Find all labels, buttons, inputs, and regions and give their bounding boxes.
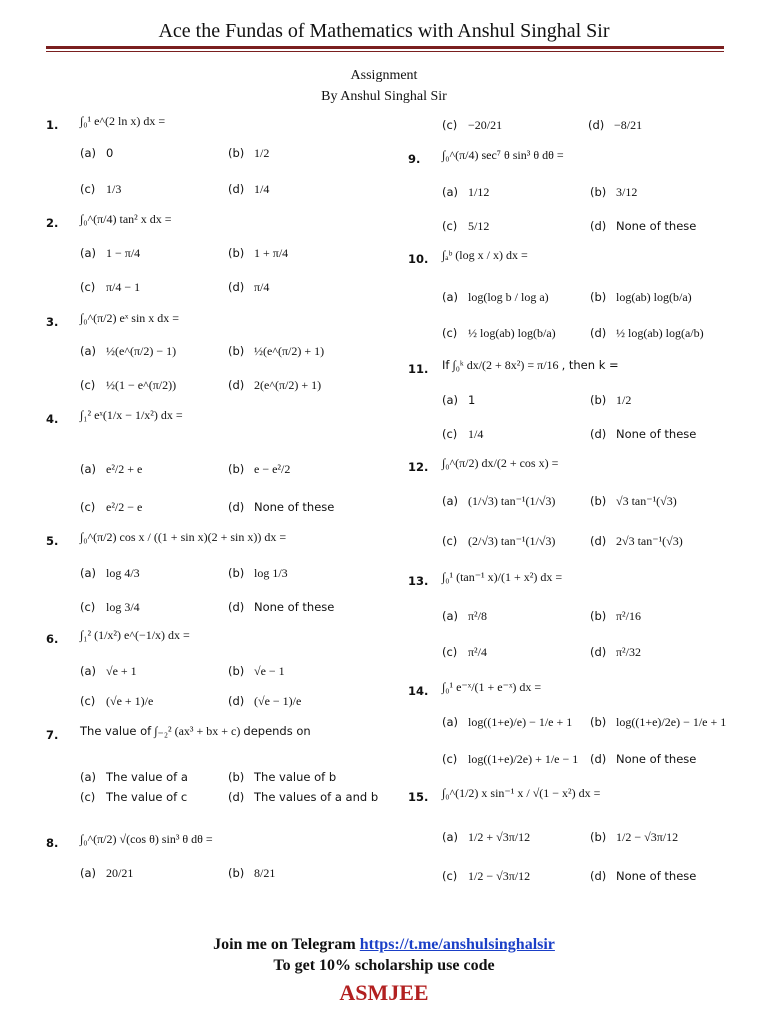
option-value: π/4 xyxy=(254,280,270,294)
q5-option-d[interactable] xyxy=(228,600,334,614)
q10-option-d[interactable] xyxy=(590,326,704,341)
stem-prefix: If xyxy=(442,358,450,372)
option-label: (c) xyxy=(80,790,96,804)
question-number: 9. xyxy=(408,152,421,166)
q2-option-a[interactable] xyxy=(80,246,140,261)
option-value: π²/8 xyxy=(468,609,487,623)
header-rule xyxy=(46,46,724,49)
question-stem xyxy=(80,832,213,847)
q4-option-b[interactable] xyxy=(228,462,290,477)
question-number: 12. xyxy=(408,460,429,474)
question-stem xyxy=(442,570,562,585)
option-value: 1/2 xyxy=(254,146,270,160)
option-label: (c) xyxy=(80,500,96,514)
q14-option-c[interactable] xyxy=(442,752,578,767)
option-label: (b) xyxy=(228,566,245,580)
option-value: log 3/4 xyxy=(106,600,140,614)
question-stem xyxy=(442,456,558,471)
q4-option-d[interactable] xyxy=(228,500,334,514)
option-label: (b) xyxy=(590,830,607,844)
q3-option-a[interactable] xyxy=(80,344,176,359)
option-value: log((1+e)/2e) − 1/e + 1 xyxy=(616,715,727,729)
q11-option-c[interactable] xyxy=(442,427,483,442)
stem-math: ∫₋₂² (ax³ + bx + c) xyxy=(154,724,241,738)
q6-option-c[interactable] xyxy=(80,694,153,709)
question-number: 15. xyxy=(408,790,429,804)
q2-option-b[interactable] xyxy=(228,246,288,261)
stem-math: ∫₁² eˣ(1/x − 1/x²) dx = xyxy=(80,408,183,422)
option-label: (b) xyxy=(590,715,607,729)
option-value: (√e + 1)/e xyxy=(106,694,154,708)
option-label: (c) xyxy=(442,427,458,441)
option-value: log 1/3 xyxy=(254,566,288,580)
question-number: 1. xyxy=(46,118,59,132)
stem-math: ∫₀^(1/2) x sin⁻¹ x / √(1 − x²) dx = xyxy=(442,786,601,800)
option-label: (d) xyxy=(228,600,245,614)
question-stem xyxy=(80,114,165,129)
option-value: −8/21 xyxy=(614,118,643,132)
stem-math: ∫₀^(π/2) cos x / ((1 + sin x)(2 + sin x)) dx = xyxy=(80,530,287,544)
option-label: (a) xyxy=(442,830,459,844)
stem-math: ∫₀^(π/4) tan² x dx = xyxy=(80,212,172,226)
q1-option-b[interactable] xyxy=(228,146,269,161)
option-label: (b) xyxy=(228,664,245,678)
q11-option-d[interactable] xyxy=(590,427,696,441)
option-label: (b) xyxy=(228,462,245,476)
option-label: (c) xyxy=(80,182,96,196)
option-label: (c) xyxy=(442,534,458,548)
option-value: None of these xyxy=(616,219,697,233)
q6-option-d[interactable] xyxy=(228,694,301,709)
stem-math: ∫₀^(π/2) eˣ sin x dx = xyxy=(80,311,180,325)
option-value: 1 − π/4 xyxy=(106,246,141,260)
option-label: (b) xyxy=(590,393,607,407)
question-stem xyxy=(442,680,541,695)
option-value: e²/2 − e xyxy=(106,500,143,514)
option-label: (c) xyxy=(442,645,458,659)
scholarship-text: To get 10% scholarship use code xyxy=(273,957,495,974)
q14-option-d[interactable] xyxy=(590,752,696,766)
option-value: 1 xyxy=(468,393,476,407)
option-label: (b) xyxy=(590,185,607,199)
option-label: (c) xyxy=(80,280,96,294)
option-value: √e + 1 xyxy=(106,664,137,678)
option-label: (a) xyxy=(442,715,459,729)
stem-math: ∫₀¹ e⁻ˣ/(1 + e⁻ˣ) dx = xyxy=(442,680,542,694)
option-label: (d) xyxy=(590,427,607,441)
option-value: 1/12 xyxy=(468,185,490,199)
q3-option-d[interactable] xyxy=(228,378,321,393)
stem-math: ∫₀¹ e^(2 ln x) dx = xyxy=(80,114,166,128)
option-value: log 4/3 xyxy=(106,566,140,580)
option-label: (c) xyxy=(442,752,458,766)
question-number: 7. xyxy=(46,728,59,742)
q8-option-a[interactable] xyxy=(80,866,133,881)
option-value: (1/√3) tan⁻¹(1/√3) xyxy=(468,494,556,508)
option-label: (a) xyxy=(80,246,97,260)
stem-suffix: , then k = xyxy=(561,358,619,372)
question-number: 11. xyxy=(408,362,429,376)
option-value: 1/4 xyxy=(254,182,270,196)
option-value: −20/21 xyxy=(468,118,503,132)
q15-option-c[interactable] xyxy=(442,869,530,884)
option-value: (2/√3) tan⁻¹(1/√3) xyxy=(468,534,556,548)
option-value: 1/2 + √3π/12 xyxy=(468,830,531,844)
q1-option-d[interactable] xyxy=(228,182,269,197)
option-value: π²/16 xyxy=(616,609,641,623)
stem-math: ∫₀¹ (tan⁻¹ x)/(1 + x²) dx = xyxy=(442,570,563,584)
option-label: (c) xyxy=(442,869,458,883)
option-label: (d) xyxy=(228,790,245,804)
q15-option-b[interactable] xyxy=(590,830,678,845)
option-label: (b) xyxy=(228,344,245,358)
option-label: (d) xyxy=(590,645,607,659)
question-stem xyxy=(80,724,311,739)
option-value: e − e²/2 xyxy=(254,462,291,476)
option-label: (b) xyxy=(228,770,245,784)
option-value: ½ log(ab) log(b/a) xyxy=(468,326,556,340)
q8-option-b[interactable] xyxy=(228,866,275,881)
option-label: (a) xyxy=(442,393,459,407)
option-value: 2(e^(π/2) + 1) xyxy=(254,378,322,392)
option-value: None of these xyxy=(254,600,335,614)
option-label: (b) xyxy=(590,290,607,304)
q11-option-a[interactable] xyxy=(442,393,475,407)
header-rule-thin xyxy=(46,51,724,52)
option-label: (d) xyxy=(590,326,607,340)
question-number: 13. xyxy=(408,574,429,588)
option-value: √3 tan⁻¹(√3) xyxy=(616,494,677,508)
option-label: (b) xyxy=(228,246,245,260)
q14-option-b[interactable] xyxy=(590,715,726,730)
q8-option-d[interactable] xyxy=(588,118,642,133)
option-label: (a) xyxy=(80,566,97,580)
option-label: (b) xyxy=(228,866,245,880)
option-label: (c) xyxy=(442,219,458,233)
q3-option-c[interactable] xyxy=(80,378,176,393)
q12-option-d[interactable] xyxy=(590,534,683,549)
option-value: 20/21 xyxy=(106,866,134,880)
option-value: 0 xyxy=(106,146,114,160)
q6-option-a[interactable] xyxy=(80,664,137,679)
option-value: 3/12 xyxy=(616,185,638,199)
option-value: None of these xyxy=(616,869,697,883)
telegram-label: Join me on Telegram xyxy=(213,936,356,953)
q9-option-b[interactable] xyxy=(590,185,637,200)
option-label: (a) xyxy=(442,290,459,304)
option-value: 5/12 xyxy=(468,219,490,233)
option-label: (a) xyxy=(442,494,459,508)
q12-option-a[interactable] xyxy=(442,494,555,509)
stem-math: ∫₀ᵏ dx/(2 + 8x²) = π/16 xyxy=(452,358,559,372)
option-label: (d) xyxy=(590,219,607,233)
telegram-line xyxy=(0,936,768,954)
q1-option-a[interactable] xyxy=(80,146,113,160)
option-value: None of these xyxy=(616,752,697,766)
option-value: ½(1 − e^(π/2)) xyxy=(106,378,177,392)
q15-option-d[interactable] xyxy=(590,869,696,883)
q3-option-b[interactable] xyxy=(228,344,324,359)
option-value: 8/21 xyxy=(254,866,276,880)
stem-prefix: The value of xyxy=(80,724,152,738)
q13-option-c[interactable] xyxy=(442,645,487,660)
question-stem xyxy=(442,786,600,801)
option-value: None of these xyxy=(616,427,697,441)
telegram-link[interactable]: https://t.me/anshulsinghalsir xyxy=(359,936,555,953)
option-label: (d) xyxy=(228,378,245,392)
option-value: π²/4 xyxy=(468,645,487,659)
option-value: The value of c xyxy=(106,790,188,804)
option-value: log(log b / log a) xyxy=(468,290,549,304)
stem-math: ∫ₐᵇ (log x / x) dx = xyxy=(442,248,528,262)
q9-option-c[interactable] xyxy=(442,219,489,234)
assignment-byline: By Anshul Singhal Sir xyxy=(321,89,447,104)
q10-option-a[interactable] xyxy=(442,290,549,305)
option-label: (d) xyxy=(588,118,605,132)
question-number: 6. xyxy=(46,632,59,646)
option-value: ½(e^(π/2) − 1) xyxy=(106,344,177,358)
q14-option-a[interactable] xyxy=(442,715,572,730)
option-value: 1/2 − √3π/12 xyxy=(616,830,679,844)
q13-option-d[interactable] xyxy=(590,645,641,660)
option-label: (d) xyxy=(590,534,607,548)
option-value: e²/2 + e xyxy=(106,462,143,476)
q9-option-d[interactable] xyxy=(590,219,696,233)
q5-option-b[interactable] xyxy=(228,566,288,581)
option-label: (a) xyxy=(80,146,97,160)
q5-option-c[interactable] xyxy=(80,600,140,615)
option-label: (d) xyxy=(590,752,607,766)
q2-option-c[interactable] xyxy=(80,280,140,295)
question-stem xyxy=(80,408,183,423)
stem-math: ∫₀^(π/2) dx/(2 + cos x) = xyxy=(442,456,559,470)
option-label: (a) xyxy=(80,462,97,476)
option-value: ½(e^(π/2) + 1) xyxy=(254,344,325,358)
option-value: ½ log(ab) log(a/b) xyxy=(616,326,704,340)
q13-option-b[interactable] xyxy=(590,609,641,624)
option-label: (b) xyxy=(590,494,607,508)
option-label: (a) xyxy=(80,770,97,784)
q7-option-c[interactable] xyxy=(80,790,187,804)
option-label: (d) xyxy=(590,869,607,883)
q11-option-b[interactable] xyxy=(590,393,631,408)
q9-option-a[interactable] xyxy=(442,185,489,200)
option-label: (c) xyxy=(80,694,96,708)
question-stem xyxy=(80,530,286,545)
q7-option-b[interactable] xyxy=(228,770,336,784)
promo-code: ASMJEE xyxy=(339,980,429,1005)
option-label: (c) xyxy=(80,378,96,392)
q4-option-a[interactable] xyxy=(80,462,142,477)
question-number: 5. xyxy=(46,534,59,548)
q10-option-c[interactable] xyxy=(442,326,556,341)
option-label: (b) xyxy=(590,609,607,623)
option-value: (√e − 1)/e xyxy=(254,694,302,708)
question-stem xyxy=(80,628,190,643)
option-value: The value of b xyxy=(254,770,337,784)
q8-option-c[interactable] xyxy=(442,118,502,133)
question-stem xyxy=(442,148,564,163)
option-value: log((1+e)/2e) + 1/e − 1 xyxy=(468,752,579,766)
q2-option-d[interactable] xyxy=(228,280,269,295)
stem-suffix: depends on xyxy=(243,724,311,738)
stem-math: ∫₁² (1/x²) e^(−1/x) dx = xyxy=(80,628,190,642)
assignment-title: Assignment xyxy=(350,68,418,83)
q12-option-b[interactable] xyxy=(590,494,677,509)
question-number: 4. xyxy=(46,412,59,426)
q10-option-b[interactable] xyxy=(590,290,692,305)
option-label: (a) xyxy=(442,609,459,623)
option-value: The value of a xyxy=(106,770,188,784)
q5-option-a[interactable] xyxy=(80,566,140,581)
question-number: 10. xyxy=(408,252,429,266)
option-value: 1/4 xyxy=(468,427,484,441)
q15-option-a[interactable] xyxy=(442,830,530,845)
q7-option-a[interactable] xyxy=(80,770,188,784)
option-label: (a) xyxy=(442,185,459,199)
question-number: 2. xyxy=(46,216,59,230)
option-value: π/4 − 1 xyxy=(106,280,141,294)
option-value: log(ab) log(b/a) xyxy=(616,290,692,304)
option-label: (c) xyxy=(442,326,458,340)
question-number: 14. xyxy=(408,684,429,698)
option-value: √e − 1 xyxy=(254,664,285,678)
option-value: 1 + π/4 xyxy=(254,246,289,260)
option-value: The values of a and b xyxy=(254,790,379,804)
option-value: 1/2 − √3π/12 xyxy=(468,869,531,883)
option-label: (d) xyxy=(228,182,245,196)
question-number: 3. xyxy=(46,315,59,329)
option-value: 1/3 xyxy=(106,182,122,196)
option-label: (a) xyxy=(80,664,97,678)
stem-math: ∫₀^(π/2) √(cos θ) sin³ θ dθ = xyxy=(80,832,213,846)
option-value: log((1+e)/e) − 1/e + 1 xyxy=(468,715,573,729)
option-label: (d) xyxy=(228,694,245,708)
stem-math: ∫₀^(π/4) sec⁷ θ sin³ θ dθ = xyxy=(442,148,564,162)
q13-option-a[interactable] xyxy=(442,609,487,624)
question-stem xyxy=(442,358,619,373)
question-number: 8. xyxy=(46,836,59,850)
option-value: 2√3 tan⁻¹(√3) xyxy=(616,534,683,548)
q6-option-b[interactable] xyxy=(228,664,285,679)
option-label: (c) xyxy=(442,118,458,132)
option-label: (d) xyxy=(228,500,245,514)
q4-option-c[interactable] xyxy=(80,500,142,515)
option-label: (a) xyxy=(80,866,97,880)
option-label: (d) xyxy=(228,280,245,294)
option-label: (c) xyxy=(80,600,96,614)
page-header-title: Ace the Fundas of Mathematics with Anshul Singhal Sir xyxy=(158,20,610,42)
option-label: (b) xyxy=(228,146,245,160)
q1-option-c[interactable] xyxy=(80,182,121,197)
q7-option-d[interactable] xyxy=(228,790,378,804)
option-label: (a) xyxy=(80,344,97,358)
option-value: None of these xyxy=(254,500,335,514)
q12-option-c[interactable] xyxy=(442,534,555,549)
question-stem xyxy=(80,212,172,227)
question-stem xyxy=(80,311,179,326)
question-stem xyxy=(442,248,528,263)
option-value: 1/2 xyxy=(616,393,632,407)
option-value: π²/32 xyxy=(616,645,641,659)
